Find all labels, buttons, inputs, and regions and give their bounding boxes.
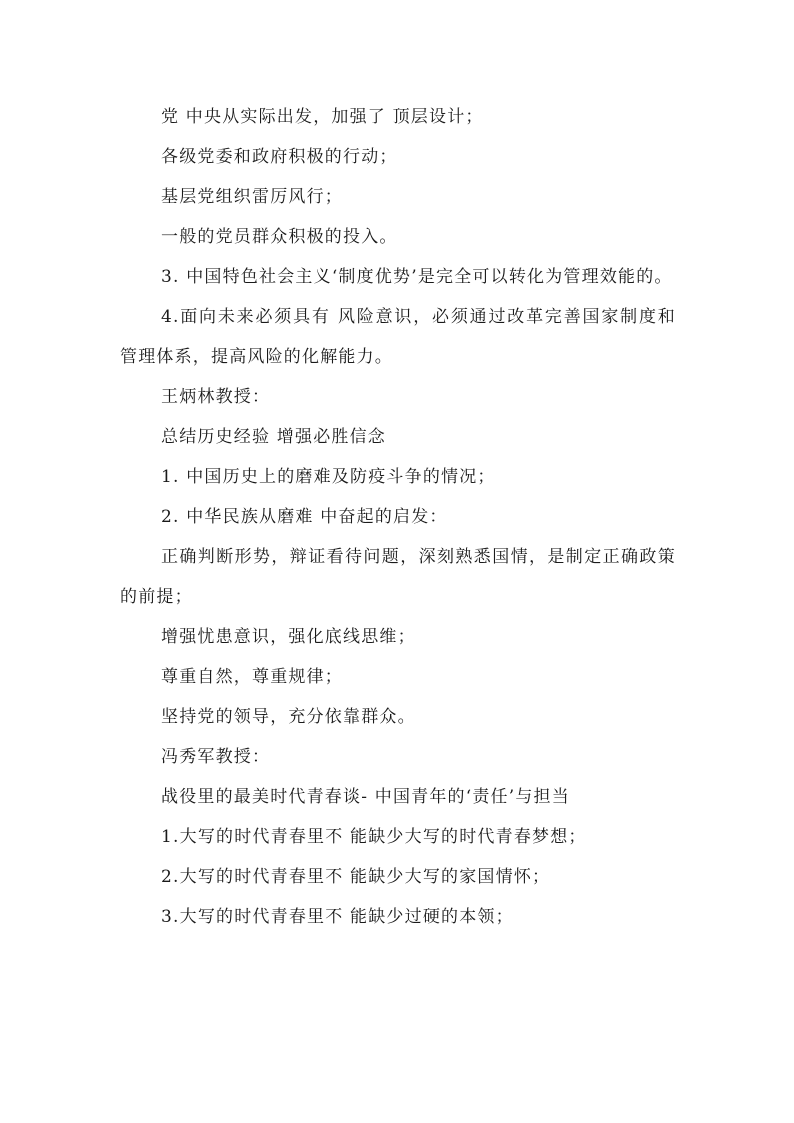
topic-wang: 总结历史经验 增强必胜信念: [161, 427, 387, 447]
paragraph-feng-3: 3.大写的时代青春里不 能缺少过硬的本领；: [161, 907, 514, 927]
speaker-wang: 王炳林教授：: [161, 387, 271, 407]
paragraph-central-design: 党 中央从实际出发，加强了 顶层设计；: [161, 107, 484, 127]
paragraph-judgement: 正确判断形势，辩证看待问题，深刻熟悉国情，是制定正确政策的前提；: [120, 547, 676, 607]
paragraph-party-members: 一般的党员群众积极的投入。: [161, 227, 398, 247]
paragraph-party-committees: 各级党委和政府积极的行动；: [161, 147, 398, 167]
paragraph-feng-1: 1.大写的时代青春里不 能缺少大写的时代青春梦想；: [161, 827, 587, 847]
paragraph-feng-2: 2.大写的时代青春里不 能缺少大写的家国情怀；: [161, 867, 551, 887]
document-body: [120, 97, 676, 937]
paragraph-point-3: 3. 中国特色社会主义‘制度优势’是完全可以转化为管理效能的。: [161, 267, 673, 287]
speaker-feng: 冯秀军教授：: [161, 747, 271, 767]
paragraph-point-4: 4.面向未来必须具有 风险意识，必须通过改革完善国家制度和管理体系，提高风险的化解能力。: [120, 307, 676, 367]
paragraph-awareness: 增强忧患意识，强化底线思维；: [161, 627, 416, 647]
paragraph-grassroots: 基层党组织雷厉风行；: [161, 187, 343, 207]
paragraph-party-leadership: 坚持党的领导，充分依靠群众。: [161, 707, 416, 727]
paragraph-wang-2: 2. 中华民族从磨难 中奋起的启发：: [161, 507, 448, 527]
paragraph-respect-nature: 尊重自然，尊重规律；: [161, 667, 343, 687]
paragraph-wang-1: 1. 中国历史上的磨难及防疫斗争的情况；: [161, 467, 496, 487]
topic-feng: 战役里的最美时代青春谈- 中国青年的‘责任’与担当: [161, 787, 570, 807]
